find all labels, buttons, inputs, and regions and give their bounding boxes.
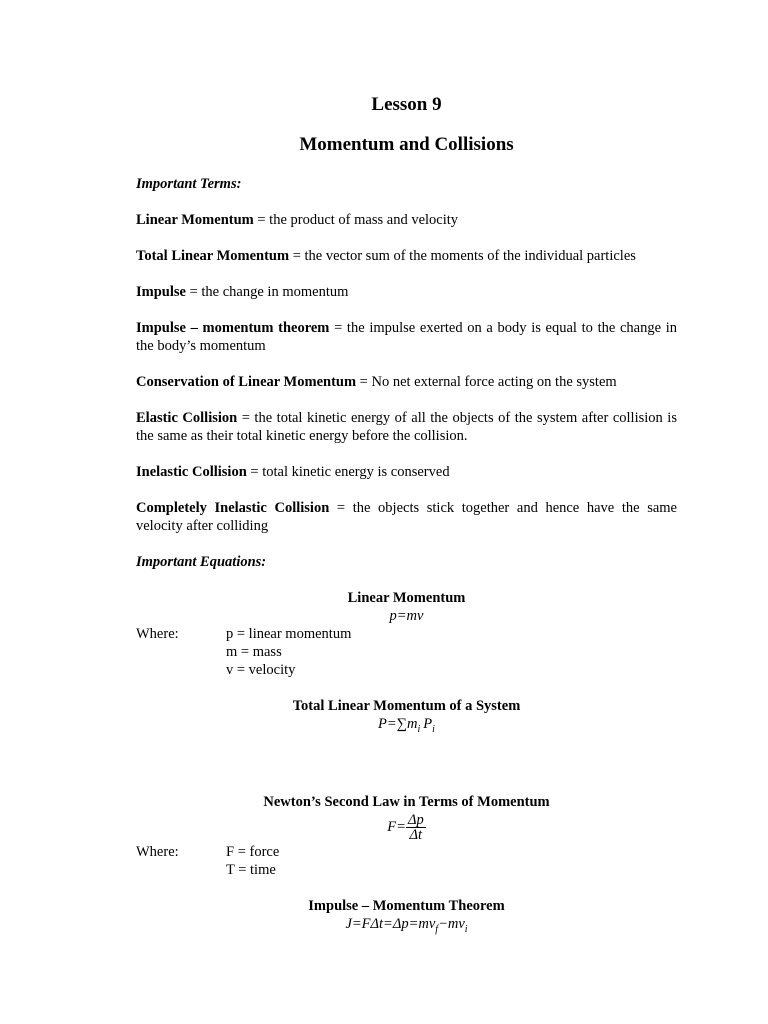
variable-list xyxy=(226,843,279,879)
where-block xyxy=(136,843,677,879)
equation-formula: F= $\frac{\Delta p}{\Delta t}$ xyxy=(387,812,424,844)
equation-newton-second-law xyxy=(136,793,677,879)
where-block xyxy=(136,625,677,679)
variable-item: m = mass xyxy=(226,644,282,660)
variable-list xyxy=(226,625,351,679)
term-definition: = the vector sum of the moments of the individual particles xyxy=(289,248,636,264)
term-definition: = the objects stick together and hence have the same velocity after colliding xyxy=(136,500,677,534)
term-name: Inelastic Collision xyxy=(136,464,247,480)
equation-title: Linear Momentum xyxy=(347,590,466,606)
term-definition: = the change in momentum xyxy=(185,284,349,300)
term-item xyxy=(136,283,677,301)
term-item xyxy=(136,211,677,229)
document-page xyxy=(136,94,677,939)
equation-formula: $J=F\Delta t=\Delta p=mv_f-mv_i$ xyxy=(345,915,468,935)
term-name: Impulse – momentum theorem xyxy=(136,320,330,336)
equation-total-momentum xyxy=(136,697,677,739)
term-item xyxy=(136,319,677,355)
term-definition: = the total kinetic energy of all the objects of the system after collision is the same as their total kinetic energy before the collision. xyxy=(136,410,677,444)
equation-title: Impulse – Momentum Theorem xyxy=(308,897,505,914)
equation-linear-momentum xyxy=(136,589,677,679)
terms-heading: Important Terms: xyxy=(136,176,242,192)
term-name: Linear Momentum xyxy=(136,212,254,228)
term-definition: = the impulse exerted on a body is equal to the change in the body’s momentum xyxy=(136,320,677,354)
term-definition: = the product of mass and velocity xyxy=(253,212,459,228)
equations-heading: Important Equations: xyxy=(136,554,267,570)
term-definition: = total kinetic energy is conserved xyxy=(246,464,450,480)
variable-item: F = force xyxy=(226,843,280,860)
variable-item: v = velocity xyxy=(226,662,296,678)
variable-item: T = time xyxy=(226,861,276,878)
lesson-subtitle: Momentum and Collisions xyxy=(299,134,514,155)
where-label: Where: xyxy=(136,626,179,642)
term-item xyxy=(136,409,677,445)
term-definition: = No net external force acting on the system xyxy=(356,374,617,390)
term-item xyxy=(136,247,677,265)
equation-formula: p=mv xyxy=(389,608,424,624)
equation-title: Total Linear Momentum of a System xyxy=(292,698,521,714)
term-item xyxy=(136,499,677,535)
term-name: Impulse xyxy=(136,284,186,300)
term-name: Conservation of Linear Momentum xyxy=(136,374,357,390)
equation-formula: $P=\sum m_i$ $P_i$ xyxy=(378,716,435,735)
equation-title: Newton’s Second Law in Terms of Momentum xyxy=(263,793,550,810)
equation-impulse-momentum xyxy=(136,897,677,939)
term-item xyxy=(136,373,677,391)
term-name: Total Linear Momentum xyxy=(136,248,290,264)
term-name: Elastic Collision xyxy=(136,410,238,426)
fraction: $\frac{\Delta p}{\Delta t}$ xyxy=(407,812,424,844)
lesson-title: Lesson 9 xyxy=(371,94,442,115)
term-item xyxy=(136,463,677,481)
where-label: Where: xyxy=(136,843,179,860)
variable-item: p = linear momentum xyxy=(226,626,352,642)
term-name: Completely Inelastic Collision xyxy=(136,500,330,516)
terms-list xyxy=(136,211,677,535)
